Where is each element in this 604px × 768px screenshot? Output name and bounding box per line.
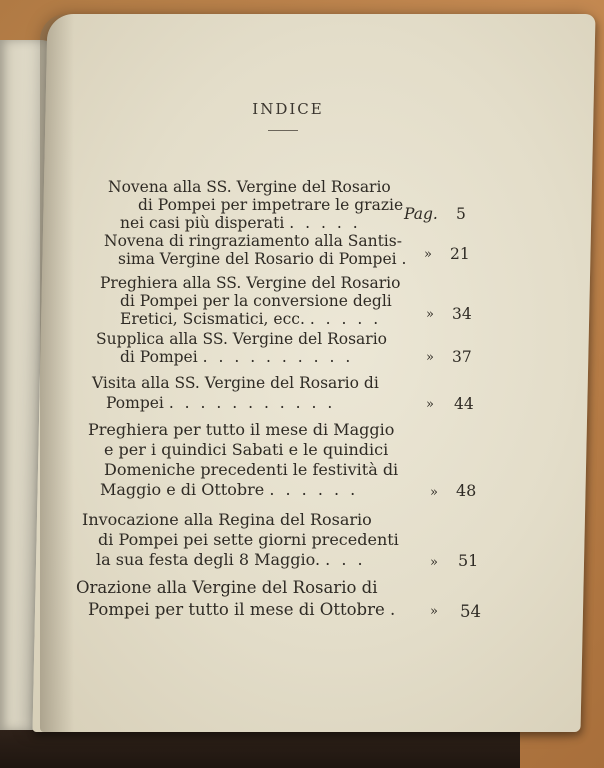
toc-line: Supplica alla SS. Vergine del Rosario: [96, 330, 387, 348]
toc-line-text: la sua festa degli 8 Maggio.: [96, 550, 321, 569]
ditto-mark: »: [426, 307, 434, 322]
toc-line: Invocazione alla Regina del Rosario: [82, 510, 372, 529]
toc-line-text: Eretici, Scismatici, ecc.: [120, 310, 305, 328]
dot-leader: . . . . .: [289, 214, 361, 232]
pag-label: Pag.: [404, 205, 438, 223]
toc-line-text: sima Vergine del Rosario di Pompei: [118, 250, 397, 268]
toc-line: di Pompei pei sette giorni precedenti: [98, 530, 399, 549]
toc-line-text: nei casi più disperati: [120, 214, 285, 232]
ditto-mark: »: [426, 350, 434, 365]
toc-line: di Pompei per impetrare le grazie: [138, 196, 404, 214]
toc-line: Novena alla SS. Vergine del Rosario: [108, 178, 391, 196]
ditto-mark: »: [430, 555, 438, 570]
toc-line: e per i quindici Sabati e le quindici: [104, 440, 389, 459]
page-number: 48: [456, 481, 477, 500]
toc-line: [118, 250, 409, 268]
dot-leader: .: [401, 250, 410, 268]
page-number: 54: [460, 602, 481, 621]
dot-leader: .: [389, 600, 399, 619]
ditto-mark: »: [430, 604, 438, 619]
dot-leader: . . .: [325, 550, 366, 569]
page-number: 34: [452, 305, 472, 323]
dot-leader: . . . . . . . . . . .: [168, 394, 336, 412]
toc-line: di Pompei per la conversione degli: [120, 292, 392, 310]
toc-line-text: Pompei: [106, 394, 164, 412]
page-number: 51: [458, 551, 479, 570]
dot-leader: . . . . . . . . . .: [202, 348, 354, 366]
toc-line-text: di Pompei: [120, 348, 198, 366]
toc-line: Visita alla SS. Vergine del Rosario di: [92, 374, 379, 392]
toc-line: [120, 310, 381, 328]
toc-line: [120, 348, 353, 366]
dot-leader: . . . . .: [309, 310, 382, 328]
dot-leader: . . . . . .: [269, 480, 359, 499]
page-number: 21: [450, 245, 470, 263]
toc-line: [120, 214, 361, 232]
toc-line-text: Maggio e di Ottobre: [100, 480, 265, 499]
toc-line: [100, 480, 358, 499]
page-number: 37: [452, 348, 472, 366]
toc-line: Domeniche precedenti le festività di: [104, 460, 399, 479]
toc-line: [96, 550, 366, 569]
ditto-mark: »: [426, 397, 434, 412]
toc-line: Preghiera per tutto il mese di Maggio: [88, 420, 395, 439]
page-number: 44: [454, 395, 474, 413]
toc-line: [88, 600, 398, 619]
title-rule: [268, 130, 298, 131]
page-title: INDICE: [252, 100, 324, 118]
page-number: 5: [456, 205, 466, 223]
toc-line: Novena di ringraziamento alla Santis-: [104, 232, 402, 250]
toc-line: Orazione alla Vergine del Rosario di: [76, 578, 378, 597]
toc-line: [106, 394, 335, 412]
toc-line-text: Pompei per tutto il mese di Ottobre: [88, 600, 385, 619]
book-page: [32, 14, 595, 732]
toc-line: Preghiera alla SS. Vergine del Rosario: [100, 274, 401, 292]
ditto-mark: »: [424, 247, 432, 262]
page-gutter-shadow: [40, 14, 74, 732]
ditto-mark: »: [430, 485, 438, 500]
